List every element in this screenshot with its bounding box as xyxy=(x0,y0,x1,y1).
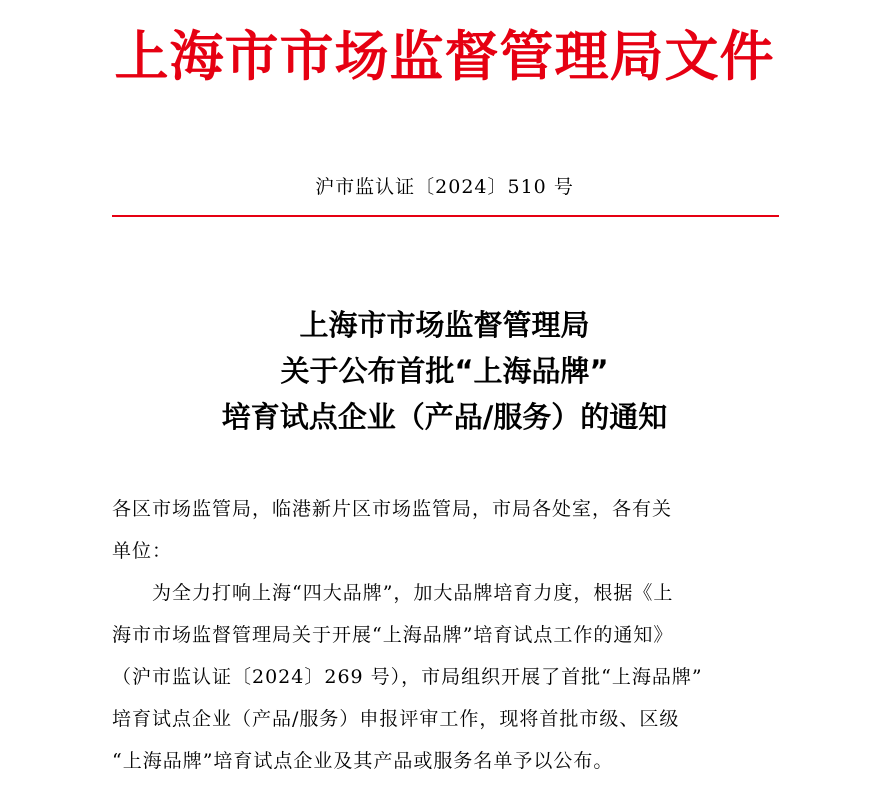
salutation-line: 各区市场监管局，临港新片区市场监管局，市局各处室，各有关 xyxy=(112,498,673,520)
notice-body xyxy=(112,488,782,782)
notice-title-line: 上海市市场监督管理局 xyxy=(299,308,590,342)
paragraph-line: （沪市监认证〔2024〕269 号），市局组织开展了首批“上海品牌” xyxy=(112,666,703,688)
paragraph-line: “上海品牌”培育试点企业及其产品或服务名单予以公布。 xyxy=(112,750,614,772)
paragraph-line: 培育试点企业（产品/服务）申报评审工作，现将首批市级、区级 xyxy=(112,708,680,730)
document-number: 沪市监认证〔2024〕510 号 xyxy=(315,176,574,198)
salutation xyxy=(112,488,782,572)
notice-title-line: 关于公布首批“上海品牌” xyxy=(280,354,609,388)
document-header-title: 上海市市场监督管理局文件 xyxy=(114,25,775,88)
paragraph-line: 为全力打响上海“四大品牌”，加大品牌培育力度，根据《上 xyxy=(112,582,674,604)
paragraph-line: 海市市场监督管理局关于开展“上海品牌”培育试点工作的通知》 xyxy=(112,624,674,646)
salutation-line: 单位： xyxy=(112,540,173,562)
notice-title xyxy=(0,302,889,440)
body-paragraph xyxy=(112,572,782,782)
notice-title-line: 培育试点企业（产品/服务）的通知 xyxy=(221,400,668,434)
header-divider-rule xyxy=(112,215,779,217)
